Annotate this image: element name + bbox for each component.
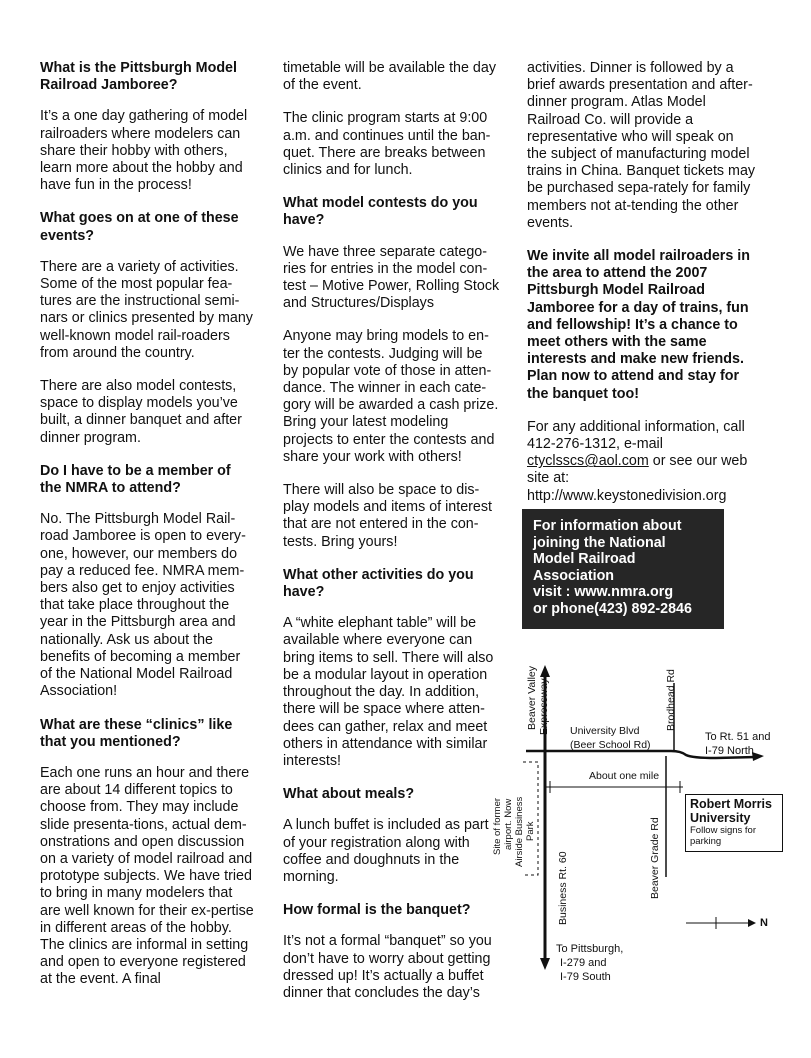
- heading-what-is: What is the Pittsburgh Model Railroad Jamboree?: [40, 60, 237, 94]
- nmra-info-box: [522, 509, 724, 629]
- rmu-title: University: [690, 811, 751, 825]
- para-contests: There are also model contests, space to display models you’ve built, a dinner banquet and after dinner program.: [40, 378, 242, 446]
- heading-meals: What about meals?: [283, 786, 415, 803]
- rmu-sub: parking: [690, 836, 722, 847]
- label-i79-south: I-79 South: [560, 971, 611, 983]
- nmra-line: Association: [533, 567, 615, 584]
- nmra-line: or phone(423) 892-2846: [533, 600, 692, 617]
- para-meals: A lunch buffet is included as part of your registration along with coffee and doughnuts in the morning.: [283, 817, 489, 885]
- contact-info: [527, 419, 757, 505]
- para-banquet: It’s not a formal “banquet” so you don’t have to worry about getting dressed up! It’s actually a buffet dinner that concludes the day’s: [283, 933, 492, 1001]
- invitation-text: We invite all model railroaders in the area to attend the 2007 Pittsburgh Model Railroad Jamboree for a day of trains, fun and fellowship! It’s a chance to meet others with the same interests and make new friends. Plan now to attend and stay for the banquet too!: [527, 248, 750, 402]
- nmra-line: For information about: [533, 518, 682, 534]
- airport-site-boundary: [523, 762, 538, 875]
- heading-nmra-member: Do I have to be a member of the NMRA to attend?: [40, 462, 231, 497]
- column-1: [40, 60, 256, 1005]
- label-to-pittsburgh: To Pittsburgh,: [556, 943, 624, 955]
- heading-contests: What model contests do you have?: [283, 195, 478, 229]
- heading-other-activities: What other activities do you have?: [283, 566, 474, 601]
- para-what-is: It’s a one day gathering of model railroaders where modelers can share their hobby with others, learn more about the hobby and have fun in the process!: [40, 108, 248, 194]
- label-business-rt60: Business Rt. 60: [557, 851, 569, 925]
- label-airside-business: Airside Business: [514, 796, 525, 867]
- para-clinics: Each one runs an hour and there are about 14 different topics to choose from. They may include slide presenta-tions, actual dem-onstrations and open discussion on a variety of model railroad and prototype subjects. We have tried to bring in many modelers that are well known for their ex-pertise in different areas of the hobby. The clinics are informal in setting and open to everyone registered at the event. A final: [40, 764, 254, 988]
- heading-banquet: How formal is the banquet?: [283, 902, 471, 919]
- para-other-activities: A “white elephant table” will be available where everyone can bring items to sell. There will also be a modular layout in operation throughout the day. In addition, there will be space where atten-dees can gather, relax and meet others in attendance with similar interests!: [283, 615, 494, 769]
- nmra-line: joining the National: [533, 534, 666, 551]
- label-expressway: Expressway: [538, 678, 550, 735]
- para-membership: No. The Pittsburgh Model Rail-road Jamboree is open to every-one, however, our members do pay a reduced fee. NMRA mem-bers also get to enjoy activities that take place throughout the year in the Pittsburgh area and nationally. Ask us about the benefits of becoming a member of the National Model Railroad Association!: [40, 511, 246, 700]
- label-beaver-valley: Beaver Valley: [526, 665, 538, 730]
- label-university-blvd: University Blvd: [570, 725, 640, 737]
- label-to-rt51: To Rt. 51 and: [705, 731, 771, 743]
- directions-map: [486, 655, 796, 985]
- website-link[interactable]: http://www.keystonedivision.org: [527, 487, 727, 504]
- column-3: [527, 60, 757, 521]
- label-north: N: [760, 917, 768, 929]
- label-i79-north: I-79 North: [705, 745, 754, 757]
- rmu-title: Robert Morris: [690, 797, 772, 811]
- para-display: There will also be space to dis-play models and items of interest that are not entered in the con-tests. Bring yours!: [283, 482, 492, 550]
- email-link[interactable]: ctyclsscs@aol.com: [527, 453, 649, 470]
- nmra-line: Model Railroad: [533, 551, 636, 568]
- para-dinner: activities. Dinner is followed by a brief awards presentation and after-dinner program. Atlas Model Railroad Co. will provide a representative who will speak on the subject of manufacturing model trains in China. Banquet tickets may be purchased sepa-rately for family members not at-tending the other events.: [527, 60, 756, 231]
- label-i279: I-279 and: [560, 957, 607, 969]
- contact-call: For any additional information, call 412-276-1312, e-mail: [527, 418, 745, 453]
- label-beer-school-rd: (Beer School Rd): [570, 739, 651, 751]
- para-judging: Anyone may bring models to en-ter the contests. Judging will be by popular vote of those in atten-dance. The winner in each cate-gory will be awarded a cash prize. Bring your latest modeling projects to enter the contests and share your work with others!: [283, 328, 499, 465]
- heading-what-goes-on: What goes on at one of these events?: [40, 210, 239, 244]
- heading-clinics: What are these “clinics” like that you mentioned?: [40, 716, 233, 750]
- robert-morris-university-box: [685, 794, 783, 852]
- nmra-line: visit : www.nmra.org: [533, 584, 674, 601]
- contact-web-intro: or see our web site at:: [527, 453, 748, 487]
- label-airport-now: airport. Now: [503, 798, 514, 850]
- para-clinic-program: The clinic program starts at 9:00 a.m. and continues until the ban-quet. There are breaks between clinics and for lunch.: [283, 110, 491, 179]
- column-2: [283, 60, 501, 1018]
- label-site-former: Site of former: [492, 797, 503, 855]
- para-contest-categories: We have three separate catego-ries for entries in the model con-test – Motive Power, Rolling Stock and Structures/Displays: [283, 243, 500, 312]
- label-beaver-grade-rd: Beaver Grade Rd: [649, 817, 661, 899]
- para-timetable: timetable will be available the day of the event.: [283, 60, 496, 94]
- rmu-sub: Follow signs for: [690, 825, 756, 836]
- label-brodhead-rd: Brodhead Rd: [665, 669, 677, 731]
- para-activities: There are a variety of activities. Some of the most popular fea-tures are the instructional semi-nars or clinics presented by many well-known model rail-roaders from around the country.: [40, 258, 253, 361]
- label-park: Park: [525, 821, 536, 841]
- arrow-down-icon: [540, 958, 550, 970]
- label-about-one-mile: About one mile: [589, 770, 660, 782]
- arrow-up-icon: [540, 665, 550, 677]
